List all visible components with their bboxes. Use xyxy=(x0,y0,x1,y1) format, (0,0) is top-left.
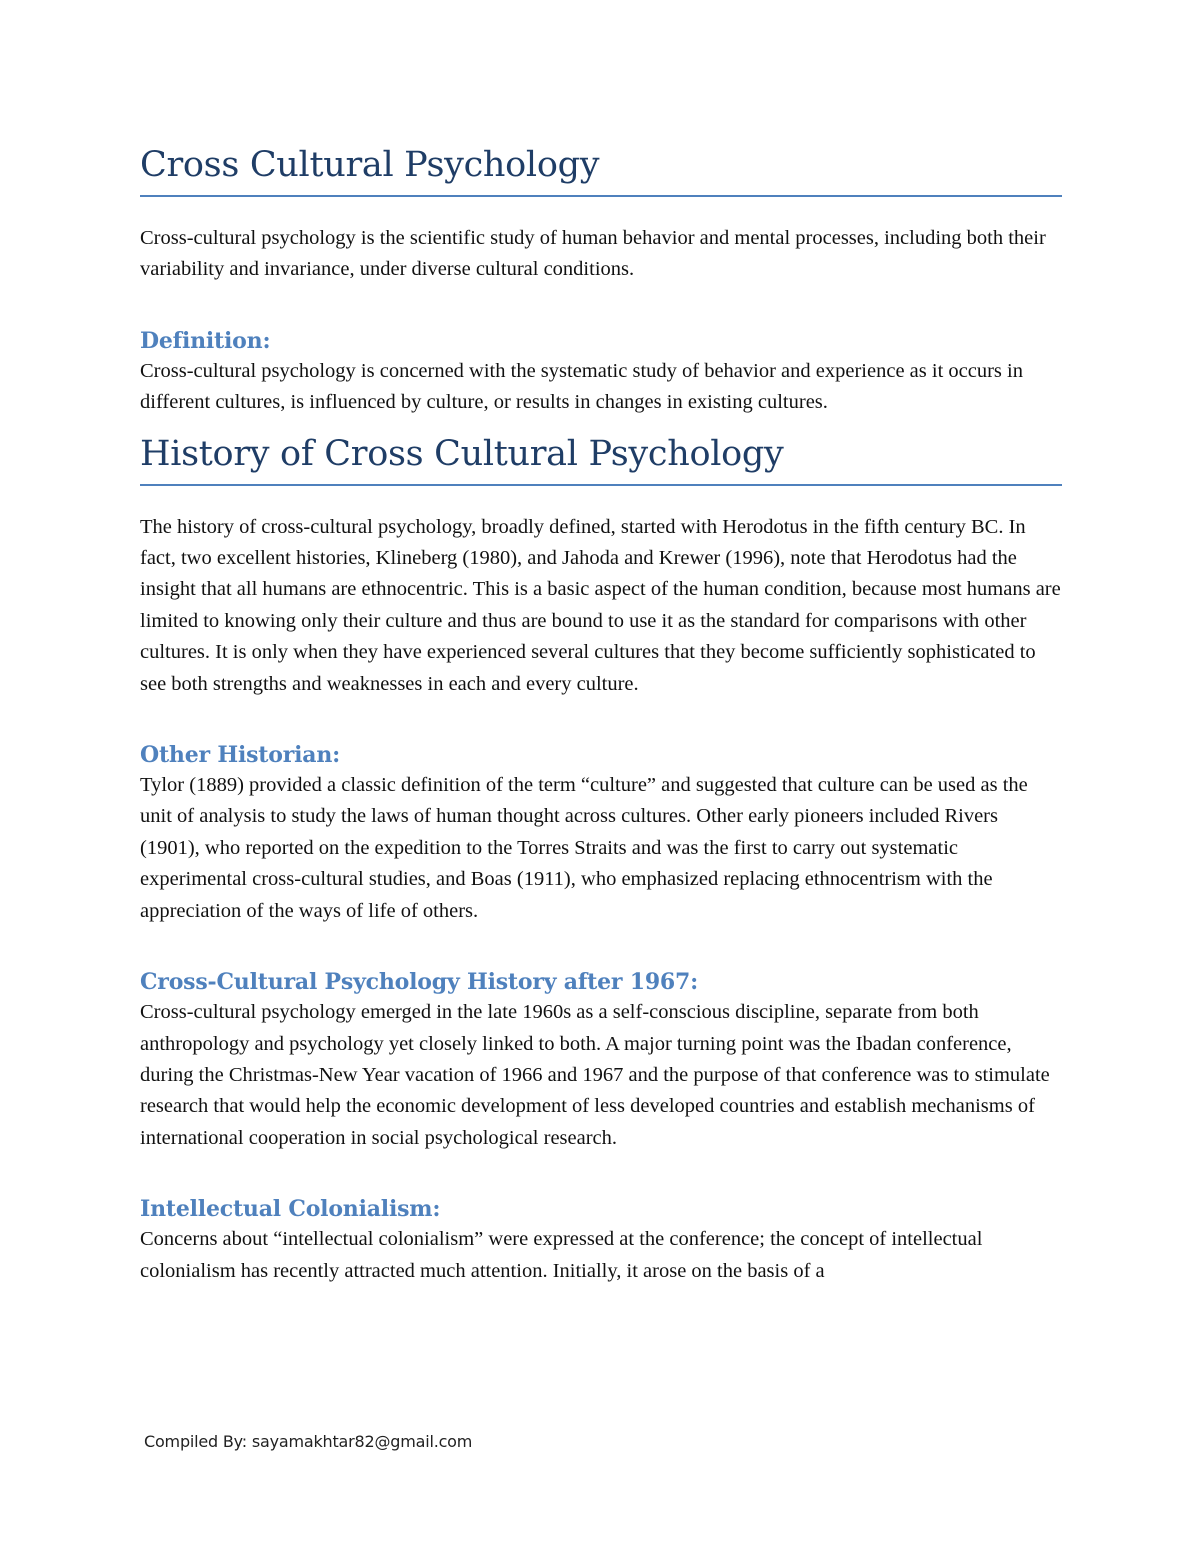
history-paragraph: The history of cross-cultural psychology, broadly defined, started with Herodotus in the fifth century BC. In fact, two excellent histories, Klineberg (1980), and Jahoda and Krewer (1996), note that Herodotus had the insight that all humans are ethnocentric. This is a basic aspect of the human condition, because most humans are limited to knowing only their culture and thus are bound to use it as the standard for comparisons with other cultures. It is only when they have experienced several cultures that they become sufficiently sophisticated to see both strengths and weaknesses in each and every culture. xyxy=(140,515,1061,695)
document-content xyxy=(140,140,1062,1287)
section-title-cross-cultural-psychology: Cross Cultural Psychology xyxy=(140,140,1062,197)
subheading-intellectual-colonialism: Intellectual Colonialism: xyxy=(140,1196,441,1223)
definition-paragraph: Cross-cultural psychology is concerned with the systematic study of behavior and experience as it occurs in different cultures, is influenced by culture, or results in changes in existing cultures. xyxy=(140,359,1023,414)
intellectual-colonialism-paragraph: Concerns about “intellectual colonialism” were expressed at the conference; the concept of intellectual colonialism has recently attracted much attention. Initially, it arose on the basis of a xyxy=(140,1228,983,1282)
history-after-1967-paragraph: Cross-cultural psychology emerged in the late 1960s as a self-conscious discipline, separate from both anthropology and psychology yet closely linked to both. A major turning point was the Ibadan conference, during the Christmas-New Year vacation of 1966 and 1967 and the purpose of that conference was to stimulate research that would help the economic development of less developed countries and establish mechanisms of international cooperation in social psychological research. xyxy=(140,1001,1050,1149)
subheading-history-after-1967: Cross-Cultural Psychology History after 1967: xyxy=(140,969,699,996)
page-footer: Compiled By: sayamakhtar82@gmail.com xyxy=(144,1432,473,1451)
intro-paragraph: Cross-cultural psychology is the scientific study of human behavior and mental processes, including both their variability and invariance, under diverse cultural conditions. xyxy=(140,227,1046,281)
subheading-other-historian: Other Historian: xyxy=(140,742,341,769)
subheading-definition: Definition: xyxy=(140,327,271,354)
section-title-history: History of Cross Cultural Psychology xyxy=(140,429,1062,486)
other-historian-paragraph: Tylor (1889) provided a classic definition of the term “culture” and suggested that culture can be used as the unit of analysis to study the laws of human thought across cultures. Other early pioneers included Rivers (1901), who reported on the expedition to the Torres Straits and was the first to carry out systematic experimental cross-cultural studies, and Boas (1911), who emphasized replacing ethnocentrism with the appreciation of the ways of life of others. xyxy=(140,774,1028,922)
